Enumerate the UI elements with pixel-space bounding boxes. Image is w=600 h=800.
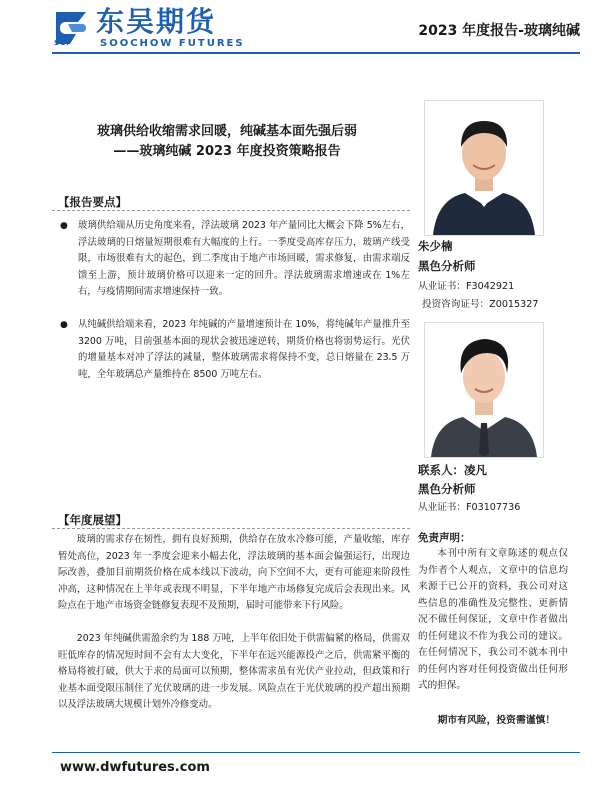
header-divider <box>52 52 580 54</box>
logo-abbr: SCF <box>54 39 72 47</box>
analyst-advisor-certificate: 投资咨询证号：Z0015327 <box>422 299 539 310</box>
summary-divider <box>52 210 410 211</box>
summary-heading: 【报告要点】 <box>58 195 127 209</box>
analyst-role: 黑色分析师 <box>418 259 476 273</box>
risk-warning: 期市有风险，投资需谨慎！ <box>437 715 556 726</box>
contact-name: 联系人：凌凡 <box>418 463 487 477</box>
footer-website-link[interactable]: www.dwfutures.com <box>60 760 210 775</box>
analyst-photo <box>424 322 544 458</box>
report-header-title: 2023 年度报告-玻璃纯碱 <box>418 23 580 39</box>
analyst-certificate: 从业证书：F3042921 <box>418 281 515 292</box>
analyst-certificate: 从业证书：F03107736 <box>418 502 521 513</box>
report-subtitle: ——玻璃纯碱 2023 年度投资策略报告 <box>113 144 341 159</box>
summary-point: 玻璃供给端从历史角度来看，浮法玻璃 2023 年产量同比大概会下降 5%左右，浮法玻璃的日熔量短期很难有大幅度的上行。一季度受高库存压力，玻璃产线受限，市场很难有大的起色，到二季度由于地产市场回暖，需求修复，由需求端反馈至上游，预计玻璃价格可以迎来一定的回升。浮法玻璃需求增速或在 1%左右，与疫情期间需求增速保持一致。 <box>78 220 410 297</box>
outlook-paragraph: 玻璃的需求存在韧性，拥有良好预期，供给存在放水冷修可能，产量收缩，库存暂处高位，2023 年一季度会迎来小幅去化，浮法玻璃的基本面会偏强运行，出现边际改善，叠加目前期货价格在成本线以下波动，向下空间不大，更有可能迎来阶段性冲高，这种情况在上半年或表现不明显，下半年地产市场修复完成后会表现出来。风险点在于地产市场资金链修复表现不及预期，届时可能带来下行风险。 <box>58 534 410 611</box>
footer-divider <box>52 752 580 753</box>
disclaimer-title: 免责声明： <box>418 532 471 544</box>
analyst-role: 黑色分析师 <box>418 482 476 496</box>
outlook-heading: 【年度展望】 <box>58 513 127 527</box>
outlook-divider <box>52 528 410 529</box>
bullet-icon: ● <box>60 221 68 231</box>
logo-chinese-text: 东吴期货 <box>96 5 217 38</box>
analyst-name: 朱少楠 <box>418 239 453 253</box>
report-title: 玻璃供给收缩需求回暖，纯碱基本面先强后弱 <box>96 124 357 139</box>
disclaimer-body: 本刊中所有文章陈述的观点仅为作者个人观点，文章中的信息均来源于已公开的资料，我公司对这些信息的准确性及完整性、更新情况不做任何保证，文章中作者做出的任何建议不作为我公司的建议。在任何情况下，我公司不就本刊中的任何内容对任何投资做出任何形式的担保。 <box>418 548 568 691</box>
analyst-photo <box>424 100 544 236</box>
bullet-icon: ● <box>60 320 68 330</box>
logo-english-text: SOOCHOW FUTURES <box>100 38 245 49</box>
summary-point: 从纯碱供给端来看，2023 年纯碱的产量增速预计在 10%，将纯碱年产量推升至 3200 万吨，目前强基本面的现状会被迅速逆转，期货价格也将弱势运行。光伏的增量基本对冲了浮法的减量，整体玻璃需求将保持不变，总日熔量在 23.5 万吨，全年玻璃总产量维持在 8500 万吨左右。 <box>78 319 410 380</box>
outlook-paragraph: 2023 年纯碱供需盈余约为 188 万吨，上半年依旧处于供需偏紧的格局，供需双旺低库存的情况短时间不会有太大变化，下半年在远兴能源投产之后，供需紧平衡的格局将被打破，供大于求的局面可以预期，整体需求虽有光伏产业拉动，但政策和行业基本面受限压制住了光伏玻璃的进一步发展。风险点在于光伏玻璃的投产超出预期以及浮法玻璃大规模计划外冷修变动。 <box>58 633 410 710</box>
